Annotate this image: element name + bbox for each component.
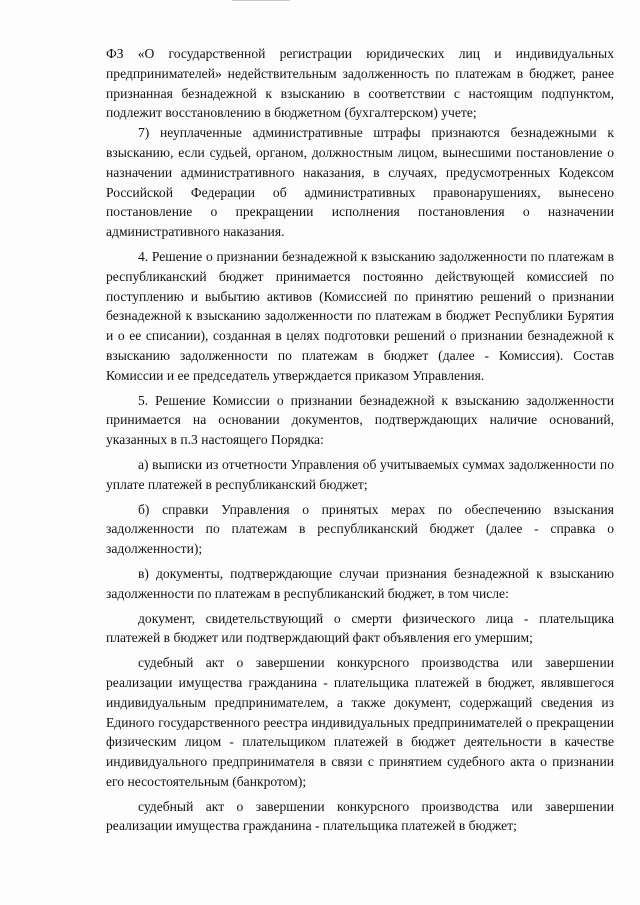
- paragraph-item-a: а) выписки из отчетности Управления об учитываемых суммах задолженности по уплате платежей в республиканский бюджет;: [106, 456, 614, 492]
- paragraph-court-act-citizen: судебный акт о завершении конкурсного производства или завершении реализации имущества гражданина - плательщика платежей в бюджет;: [106, 798, 614, 834]
- paragraph-item-7: 7) неуплаченные административные штрафы признаются безнадежными к взысканию, если судьей, органом, должностным лицом, вынесшими постановление о назначении административного наказания, в случаях, предусмотренных Кодексом Российской Федерации об административных правонарушениях, вынесено постановление о прекращении исполнения постановления о назначении административного наказания.: [106, 125, 614, 240]
- scan-edge-mark: [232, 0, 290, 1]
- paragraph-section-5: 5. Решение Комиссии о признании безнадежной к взысканию задолженности принимается на основании документов, подтверждающих наличие оснований, указанных в п.3 настоящего Порядка:: [106, 392, 614, 448]
- document-body: [106, 44, 614, 836]
- paragraph-continuation: ФЗ «О государственной регистрации юридических лиц и индивидуальных предпринимателей» недействительным задолженность по платежам в бюджет, ранее признанная безнадежной к взысканию в соответствии с настоящим подпунктом, подлежит восстановлению в бюджетном (бухгалтерском) учете;: [106, 46, 614, 121]
- paragraph-section-4: 4. Решение о признании безнадежной к взысканию задолженности по платежам в республиканский бюджет принимается постоянно действующей комиссией по поступлению и выбытию активов (Комиссией по принятию решений о признании безнадежной к взысканию задолженности по платежам в бюджет Республики Бурятия и о ее списании), созданная в целях подготовки решений о признании безнадежной к взысканию задолженности по платежам в бюджет (далее - Комиссия). Состав Комиссии и ее председатель утверждается приказом Управления.: [106, 248, 614, 383]
- paragraph-death-document: документ, свидетельствующий о смерти физического лица - плательщика платежей в бюджет или подтверждающий факт объявления его умершим;: [106, 610, 614, 646]
- paragraph-item-b: б) справки Управления о принятых мерах по обеспечению взыскания задолженности по платежам в республиканский бюджет (далее - справка о задолженности);: [106, 501, 614, 557]
- paragraph-court-act-entrepreneur: судебный акт о завершении конкурсного производства или завершении реализации имущества гражданина - плательщика платежей в бюджет, являвшегося индивидуальным предпринимателем, а также документ, содержащий сведения из Единого государственного реестра индивидуальных предпринимателей о прекращении физическим лицом - плательщиком платежей в бюджет деятельности в качестве индивидуального предпринимателя в связи с принятием судебного акта о признании его несостоятельным (банкротом);: [106, 655, 614, 789]
- paragraph-item-v: в) документы, подтверждающие случаи признания безнадежной к взысканию задолженности по платежам в республиканский бюджет, в том числе:: [106, 565, 614, 601]
